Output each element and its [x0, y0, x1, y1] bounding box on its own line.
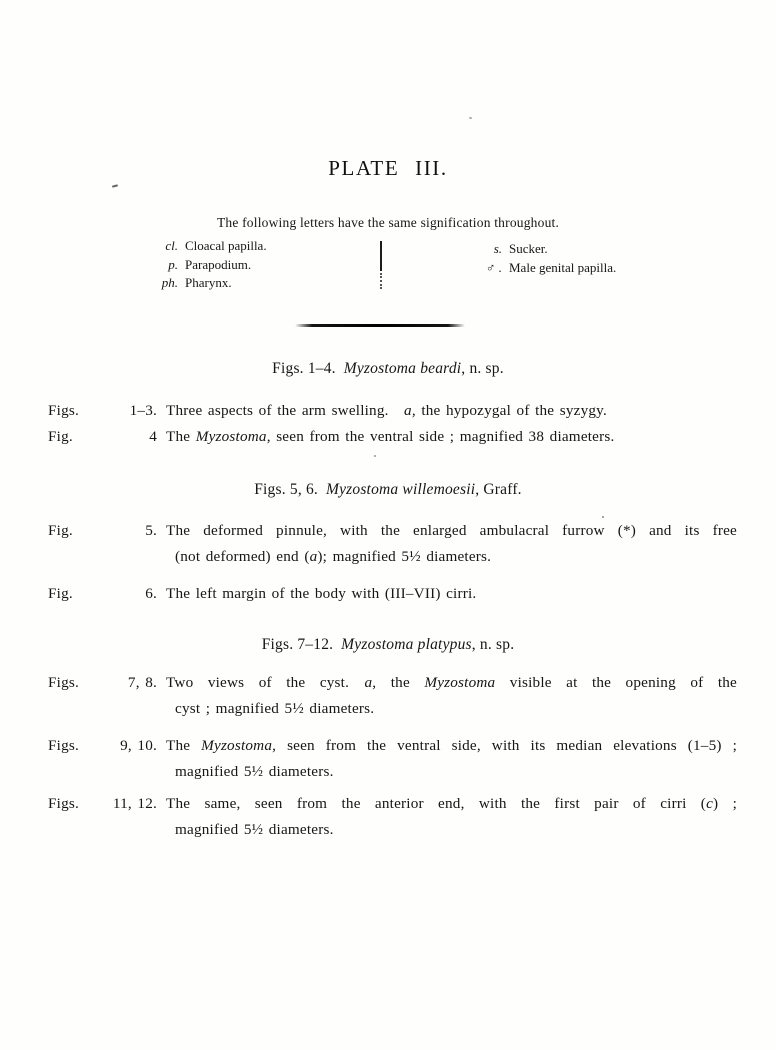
- legend-row: [148, 274, 267, 293]
- fig-label: Figs.: [48, 674, 79, 691]
- fig-label: Figs.: [48, 795, 79, 812]
- legend-term: Male genital papilla.: [509, 259, 617, 275]
- section-heading-figs-1-4: Figs. 1–4. Myzostoma beardi, n. sp.: [272, 360, 504, 377]
- fig-description: [166, 733, 737, 785]
- fig-description: [166, 670, 737, 722]
- fig-line: The left margin of the body with (III–VII) cirri.: [166, 585, 477, 602]
- legend-abbr: s.: [493, 241, 502, 256]
- fig-description: [166, 581, 737, 607]
- scan-speck: [602, 516, 604, 518]
- fig-number: 9, 10.: [120, 737, 157, 754]
- legend-term: Sucker.: [509, 241, 548, 256]
- fig-description: [166, 518, 737, 570]
- legend-term: Cloacal papilla.: [185, 238, 267, 253]
- fig-line: magnified 5½ diameters.: [175, 821, 334, 838]
- fig-number: 1–3.: [129, 402, 157, 419]
- fig-line: The Myzostoma, seen from the ventral side ; magnified 38 diameters.: [166, 428, 615, 445]
- legend-row: [480, 240, 616, 259]
- fig-number: 7, 8.: [127, 674, 157, 691]
- fig-line: The Myzostoma, seen from the ventral side, with its median elevations (1–5) ;: [166, 737, 737, 754]
- fig-description: [166, 398, 737, 424]
- scan-speck: [112, 184, 118, 187]
- figure-entry: [48, 424, 737, 450]
- figure-entry: [48, 581, 737, 607]
- legend-row: [148, 237, 267, 256]
- fig-label: Fig.: [48, 522, 73, 539]
- legend-row: [480, 259, 616, 278]
- section-heading-figs-7-12: Figs. 7–12. Myzostoma platypus, n. sp.: [261, 636, 515, 653]
- figure-entry: [48, 398, 737, 424]
- figure-entry: [48, 733, 737, 785]
- fig-line: magnified 5½ diameters.: [175, 763, 334, 780]
- legend-term: Pharynx.: [185, 275, 232, 290]
- legend-term: Parapodium.: [185, 256, 252, 272]
- male-symbol: ♂ .: [485, 259, 502, 275]
- fig-number: 11, 12.: [112, 795, 157, 812]
- legend-intro: The following letters have the same signification throughout.: [216, 215, 560, 230]
- fig-label: Figs.: [48, 402, 79, 419]
- section-rule: [295, 324, 465, 327]
- figure-entry: [48, 791, 737, 843]
- fig-label: Fig.: [48, 428, 73, 445]
- fig-number: 6.: [145, 585, 157, 602]
- legend-right-column: [480, 240, 616, 277]
- legend-abbr: p.: [168, 256, 178, 272]
- legend-abbr: cl.: [165, 238, 178, 253]
- scan-speck: [469, 117, 472, 119]
- legend-abbr: ph.: [161, 275, 178, 290]
- fig-line: cyst ; magnified 5½ diameters.: [175, 700, 375, 717]
- fig-number: 5.: [145, 522, 157, 539]
- fig-description: [166, 791, 737, 843]
- fig-line: The deformed pinnule, with the enlarged ambulacral furrow (*) and its free: [166, 522, 737, 539]
- fig-line: Three aspects of the arm swelling. a, the hypozygal of the syzygy.: [166, 402, 607, 419]
- legend-divider-dots: [380, 273, 382, 289]
- figure-entry: [48, 518, 737, 570]
- scan-speck: [374, 455, 376, 457]
- fig-line: Two views of the cyst. a, the Myzostoma visible at the opening of the: [166, 674, 737, 691]
- fig-label: Fig.: [48, 585, 73, 602]
- legend-row: [148, 256, 267, 275]
- fig-label: Figs.: [48, 737, 79, 754]
- fig-line: The same, seen from the anterior end, with the first pair of cirri (c) ;: [166, 795, 737, 812]
- page-title: PLATE III.: [328, 156, 448, 180]
- fig-number: 4: [149, 428, 157, 445]
- fig-description: [166, 424, 737, 450]
- figure-entry: [48, 670, 737, 722]
- fig-line: (not deformed) end (a); magnified 5½ diameters.: [175, 548, 492, 565]
- legend-left-column: [148, 237, 267, 293]
- legend-divider: [380, 241, 382, 271]
- section-heading-figs-5-6: Figs. 5, 6. Myzostoma willemoesii, Graff.: [254, 481, 522, 498]
